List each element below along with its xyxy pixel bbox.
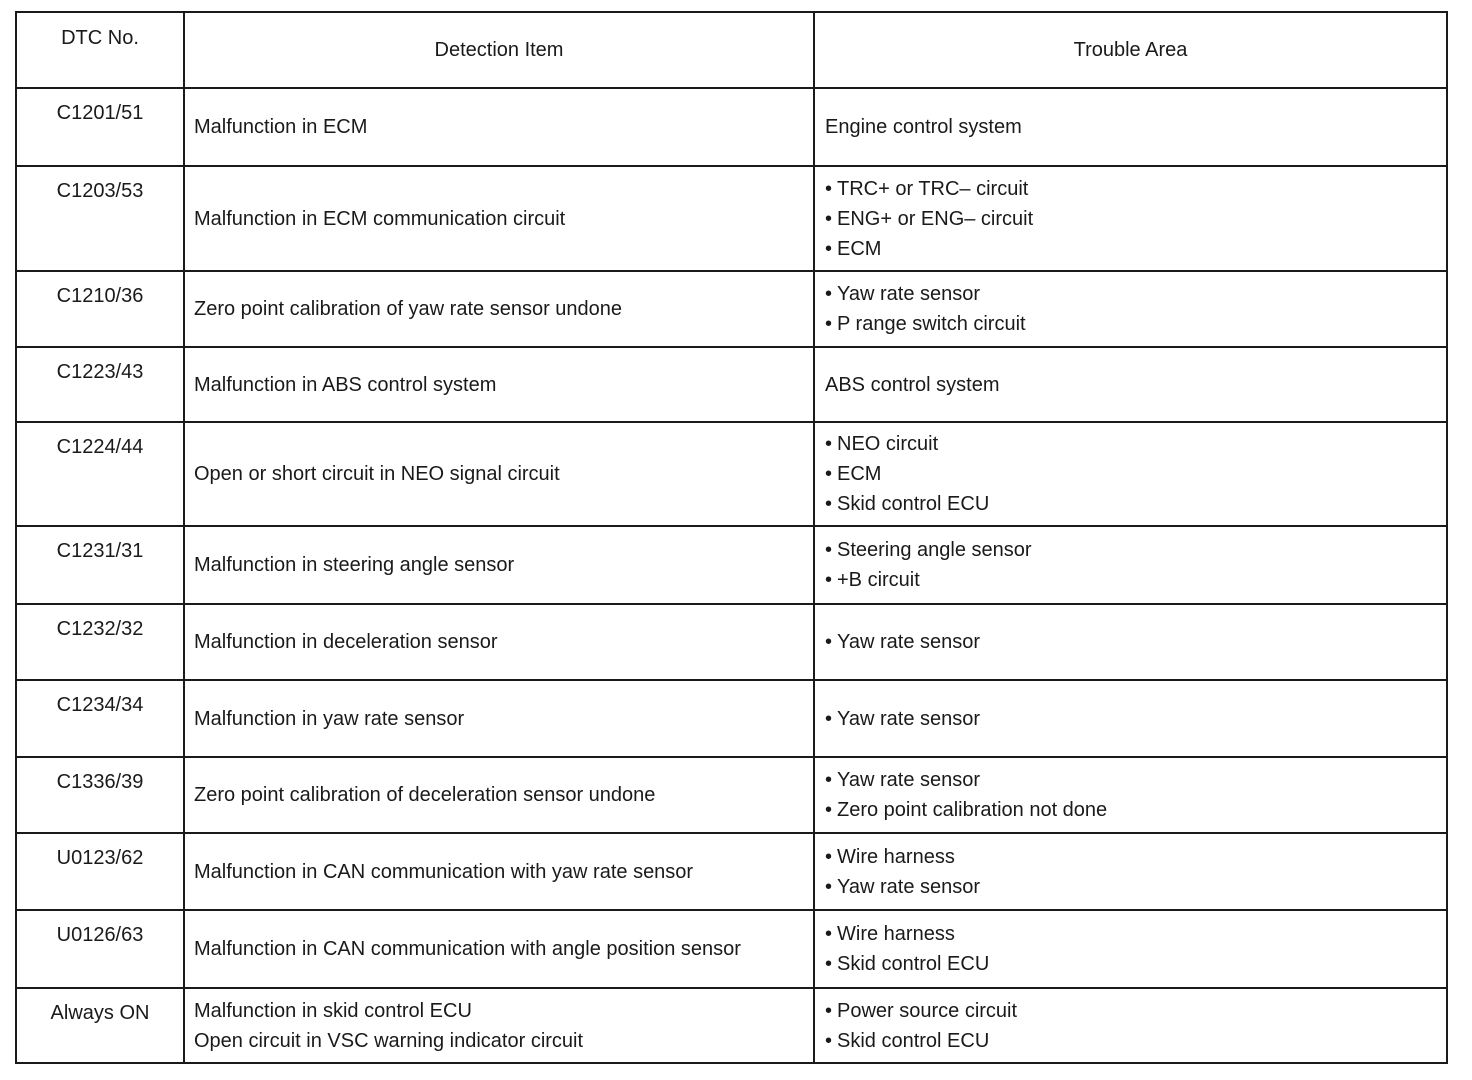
- trouble-area-cell: [814, 88, 1447, 166]
- table-row: [16, 988, 1447, 1063]
- trouble-area-cell: [814, 422, 1447, 526]
- trouble-area-bullet: • Steering angle sensor: [825, 535, 1446, 565]
- trouble-area-bullet: • Power source circuit: [825, 996, 1446, 1026]
- trouble-area-bullet: • Zero point calibration not done: [825, 795, 1446, 825]
- detection-item-line: Malfunction in ECM communication circuit: [194, 207, 566, 230]
- trouble-area-bullet: • Skid control ECU: [825, 949, 1446, 979]
- dtc-code-cell: U0123/62: [16, 833, 184, 910]
- trouble-area-bullet: • Yaw rate sensor: [825, 627, 1446, 657]
- detection-item-cell: [184, 988, 814, 1063]
- trouble-area-bullet: • ECM: [825, 234, 1446, 264]
- detection-item-cell: [184, 604, 814, 680]
- detection-item-line: Zero point calibration of deceleration sensor undone: [194, 784, 656, 806]
- detection-item-cell: [184, 757, 814, 833]
- dtc-code-cell: C1224/44: [16, 422, 184, 526]
- trouble-area-cell: [814, 271, 1447, 347]
- dtc-code-cell: C1201/51: [16, 88, 184, 166]
- table-header-row: [16, 12, 1447, 88]
- trouble-area-bullet: • Yaw rate sensor: [825, 765, 1446, 795]
- table-row: [16, 526, 1447, 604]
- table-row: [16, 271, 1447, 347]
- dtc-code-cell: C1232/32: [16, 604, 184, 680]
- trouble-area-bullet: • ENG+ or ENG– circuit: [825, 204, 1446, 234]
- trouble-area-cell: [814, 833, 1447, 910]
- trouble-area-cell: [814, 604, 1447, 680]
- trouble-area-bullet: • NEO circuit: [825, 429, 1446, 459]
- trouble-area-bullet: • Skid control ECU: [825, 489, 1446, 519]
- trouble-area-cell: [814, 166, 1447, 271]
- trouble-area-bullet: • TRC+ or TRC– circuit: [825, 174, 1446, 204]
- table-row: [16, 347, 1447, 422]
- detection-item-cell: [184, 271, 814, 347]
- trouble-area-cell: [814, 347, 1447, 422]
- table-body: [16, 88, 1447, 1063]
- dtc-code-cell: C1223/43: [16, 347, 184, 422]
- header-dtc-no: DTC No.: [16, 12, 184, 88]
- table-row: [16, 910, 1447, 988]
- dtc-code-cell: U0126/63: [16, 910, 184, 988]
- detection-item-cell: [184, 88, 814, 166]
- detection-item-line: Open or short circuit in NEO signal circuit: [194, 463, 560, 485]
- detection-item-line: Malfunction in yaw rate sensor: [194, 707, 465, 730]
- detection-item-cell: [184, 166, 814, 271]
- detection-item-line: Malfunction in deceleration sensor: [194, 631, 498, 653]
- detection-item-line: Malfunction in CAN communication with angle position sensor: [194, 938, 741, 960]
- table-row: [16, 88, 1447, 166]
- detection-item-cell: [184, 910, 814, 988]
- detection-item-line: Zero point calibration of yaw rate sensor undone: [194, 298, 623, 320]
- trouble-area-cell: [814, 757, 1447, 833]
- detection-item-cell: [184, 833, 814, 910]
- dtc-code-cell: C1336/39: [16, 757, 184, 833]
- dtc-code-cell: C1210/36: [16, 271, 184, 347]
- detection-item-line: Malfunction in skid control ECU: [194, 999, 472, 1022]
- detection-item-line: Malfunction in ECM: [194, 116, 368, 138]
- table-row: [16, 422, 1447, 526]
- dtc-code-cell: C1234/34: [16, 680, 184, 757]
- trouble-area-cell: [814, 526, 1447, 604]
- table-row: [16, 680, 1447, 757]
- header-trouble-area: Trouble Area: [814, 12, 1447, 88]
- dtc-code-cell: C1231/31: [16, 526, 184, 604]
- header-detection-item: Detection Item: [184, 12, 814, 88]
- trouble-area-cell: [814, 988, 1447, 1063]
- trouble-area-bullet: • Wire harness: [825, 842, 1446, 872]
- trouble-area-bullet: • Yaw rate sensor: [825, 872, 1446, 902]
- trouble-area-cell: [814, 680, 1447, 757]
- trouble-area-line: Engine control system: [825, 116, 1022, 138]
- trouble-area-bullet: • ECM: [825, 459, 1446, 489]
- trouble-area-bullet: • Wire harness: [825, 919, 1446, 949]
- dtc-table: [15, 11, 1448, 1064]
- detection-item-cell: [184, 680, 814, 757]
- trouble-area-bullet: • P range switch circuit: [825, 309, 1446, 339]
- table-row: [16, 833, 1447, 910]
- table-row: [16, 166, 1447, 271]
- detection-item-cell: [184, 526, 814, 604]
- table-row: [16, 757, 1447, 833]
- detection-item-line: Malfunction in steering angle sensor: [194, 554, 515, 576]
- trouble-area-line: ABS control system: [825, 373, 1000, 396]
- table-row: [16, 604, 1447, 680]
- dtc-code-cell: C1203/53: [16, 166, 184, 271]
- detection-item-line: Malfunction in ABS control system: [194, 373, 497, 396]
- trouble-area-bullet: • Yaw rate sensor: [825, 279, 1446, 309]
- trouble-area-bullet: • Skid control ECU: [825, 1026, 1446, 1056]
- detection-item-cell: [184, 422, 814, 526]
- trouble-area-bullet: • +B circuit: [825, 565, 1446, 595]
- detection-item-line: Malfunction in CAN communication with yaw rate sensor: [194, 860, 694, 883]
- detection-item-line: Open circuit in VSC warning indicator circuit: [194, 1029, 584, 1052]
- dtc-code-cell: Always ON: [16, 988, 184, 1063]
- trouble-area-cell: [814, 910, 1447, 988]
- trouble-area-bullet: • Yaw rate sensor: [825, 704, 1446, 734]
- detection-item-cell: [184, 347, 814, 422]
